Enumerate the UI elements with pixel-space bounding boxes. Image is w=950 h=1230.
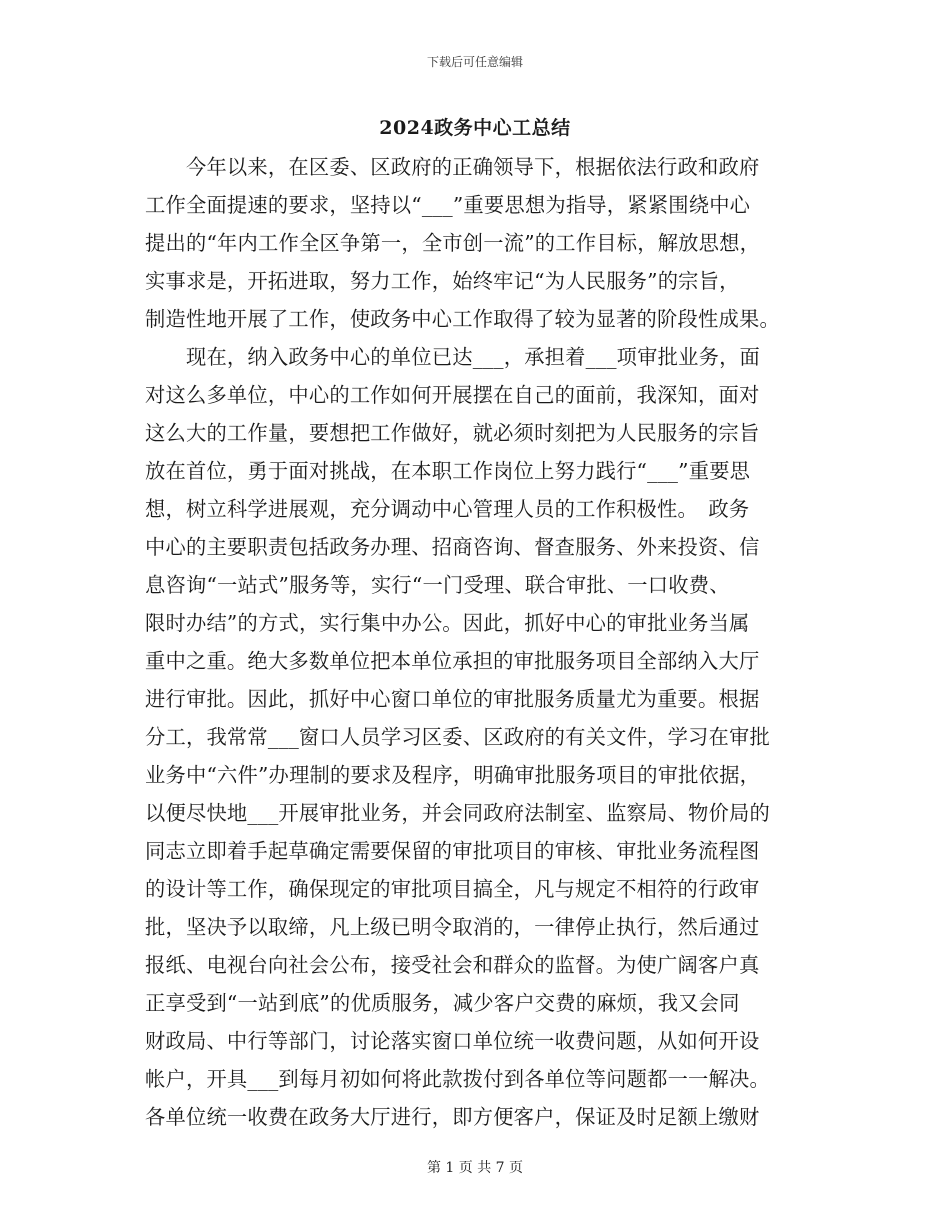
body-line: 想，树立科学进展观，充分调动中心管理人员的工作积极性。 政务	[145, 497, 750, 521]
body-line: 以便尽快地___开展审批业务，并会同政府法制室、监察局、物价局的	[145, 801, 770, 825]
body-line: 正享受到“一站到底”的优质服务，减少客户交费的麻烦，我又会同	[145, 991, 740, 1015]
body-line: 同志立即着手起草确定需要保留的审批项目的审核、审批业务流程图	[145, 839, 760, 863]
body-line: 报纸、电视台向社会公布，接受社会和群众的监督。为使广阔客户真	[145, 953, 760, 977]
body-line: 制造性地开展了工作，使政务中心工作取得了较为显著的阶段性成果。	[145, 307, 780, 331]
header-note: 下载后可任意编辑	[426, 55, 523, 69]
body-line: 分工，我常常___窗口人员学习区委、区政府的有关文件，学习在审批	[145, 725, 770, 749]
page-number: 第 1 页 共 7 页	[426, 1160, 524, 1176]
body-line: 各单位统一收费在政务大厅进行，即方便客户，保证及时足额上缴财	[145, 1105, 760, 1129]
body-line: 实事求是，开拓进取，努力工作，始终牢记“为人民服务”的宗旨，	[145, 269, 740, 293]
body-line: 的设计等工作，确保现定的审批项目搞全，凡与规定不相符的行政审	[145, 877, 760, 901]
body-line: 帐户，开具___到每月初如何将此款拨付到各单位等问题都一一解决。	[145, 1067, 770, 1091]
body-line: 业务中“六件”办理制的要求及程序，明确审批服务项目的审批依据，	[145, 763, 761, 787]
body-line: 进行审批。因此，抓好中心窗口单位的审批服务质量尤为重要。根据	[145, 687, 760, 711]
body-line: 中心的主要职责包括政务办理、招商咨询、督查服务、外来投资、信	[145, 535, 760, 559]
body-line: 限时办结”的方式，实行集中办公。因此，抓好中心的审批业务当属	[145, 611, 750, 635]
body-line: 提出的“年内工作全区争第一，全市创一流”的工作目标，解放思想，	[145, 231, 761, 255]
body-line: 批，坚决予以取缔，凡上级已明令取消的，一律停止执行，然后通过	[145, 915, 760, 939]
body-line: 现在，纳入政务中心的单位已达___，承担着___项审批业务，面	[145, 345, 761, 369]
body-line: 重中之重。绝大多数单位把本单位承担的审批服务项目全部纳入大厅	[145, 649, 760, 673]
body-line: 对这么多单位，中心的工作如何开展摆在自己的面前，我深知，面对	[145, 383, 760, 407]
body-line: 今年以来，在区委、区政府的正确领导下，根据依法行政和政府	[145, 155, 760, 179]
document-body	[145, 148, 805, 1136]
body-line: 这么大的工作量，要想把工作做好，就必须时刻把为人民服务的宗旨	[145, 421, 760, 445]
document-title: 2024政务中心工总结	[379, 117, 571, 139]
body-line: 放在首位，勇于面对挑战，在本职工作岗位上努力践行“___”重要思	[145, 459, 751, 483]
body-line: 工作全面提速的要求，坚持以“___”重要思想为指导，紧紧围绕中心	[145, 193, 751, 217]
body-line: 息咨询“一站式”服务等，实行“一门受理、联合审批、一口收费、	[145, 573, 730, 597]
body-line: 财政局、中行等部门，讨论落实窗口单位统一收费问题，从如何开设	[145, 1029, 760, 1053]
